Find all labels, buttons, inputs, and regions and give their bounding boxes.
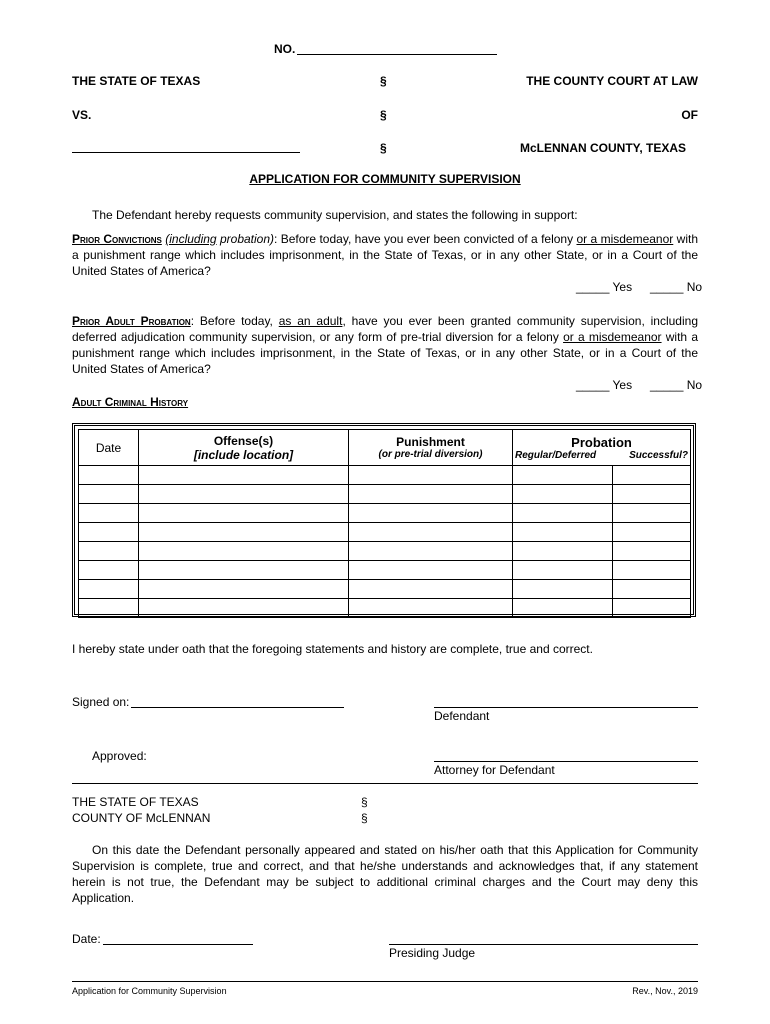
criminal-history-table bbox=[72, 423, 696, 617]
table-cell[interactable] bbox=[79, 504, 139, 523]
table-cell[interactable] bbox=[139, 580, 349, 599]
col-offense: Offense(s) [include location] bbox=[139, 430, 349, 466]
defendant-name-line[interactable] bbox=[72, 152, 300, 153]
col-probation: Probation Regular/Deferred Successful? bbox=[513, 430, 691, 466]
table-row bbox=[79, 599, 691, 618]
table-cell[interactable] bbox=[613, 523, 691, 542]
signed-on-line[interactable] bbox=[131, 707, 344, 708]
table-cell[interactable] bbox=[79, 485, 139, 504]
table-cell[interactable] bbox=[513, 466, 613, 485]
judge-signature-line[interactable] bbox=[389, 944, 698, 945]
table-cell[interactable] bbox=[513, 504, 613, 523]
defendant-label: Defendant bbox=[434, 709, 490, 723]
table-cell[interactable] bbox=[613, 466, 691, 485]
date-line[interactable] bbox=[103, 944, 253, 945]
court-of: OF bbox=[681, 108, 698, 122]
case-number-label: NO. bbox=[274, 42, 296, 56]
section-mark: § bbox=[380, 108, 387, 122]
date-label: Date: bbox=[72, 932, 101, 946]
table-row bbox=[79, 466, 691, 485]
footer-left: Application for Community Supervision bbox=[72, 986, 227, 996]
case-number-line[interactable] bbox=[297, 54, 497, 55]
table-cell[interactable] bbox=[349, 485, 513, 504]
table-cell[interactable] bbox=[349, 504, 513, 523]
table-cell[interactable] bbox=[613, 561, 691, 580]
table-cell[interactable] bbox=[139, 485, 349, 504]
col-punishment: Punishment (or pre-trial diversion) bbox=[349, 430, 513, 466]
table-row bbox=[79, 485, 691, 504]
table-cell[interactable] bbox=[79, 561, 139, 580]
jurat-state: THE STATE OF TEXAS bbox=[72, 795, 199, 809]
county-name: McLENNAN COUNTY, TEXAS bbox=[520, 141, 687, 155]
versus: VS. bbox=[72, 108, 92, 122]
jurat-county: COUNTY OF McLENNAN bbox=[72, 811, 211, 825]
section-mark: § bbox=[380, 74, 387, 88]
oath-statement: I hereby state under oath that the foregoing statements and history are complete, true and correct. bbox=[72, 642, 593, 656]
table-cell[interactable] bbox=[349, 523, 513, 542]
approved-label: Approved: bbox=[92, 749, 147, 763]
jurat-text: On this date the Defendant personally appeared and stated on his/her oath that this Application for Community Supervision is complete, true and correct, and that he/she understands and acknowledges that, if any statement herein is not true, the Defendant may be subject to additional criminal charges and the Court may deny this Application. bbox=[72, 843, 698, 905]
table-cell[interactable] bbox=[79, 466, 139, 485]
table-cell[interactable] bbox=[139, 561, 349, 580]
table-cell[interactable] bbox=[139, 599, 349, 618]
prior-convictions-question: Prior Convictions (including probation): Before today, have you ever been convicted of a felony or a misdemeanor with a punishment range which includes imprisonment, in the State of Texas, or in any other State, or in a Court of the United States of America? bbox=[72, 232, 698, 278]
defendant-signature-line[interactable] bbox=[434, 707, 698, 708]
attorney-label: Attorney for Defendant bbox=[434, 763, 555, 777]
col-date: Date bbox=[79, 430, 139, 466]
footer-rule bbox=[72, 981, 698, 982]
table-cell[interactable] bbox=[513, 523, 613, 542]
table-row bbox=[79, 561, 691, 580]
table-cell[interactable] bbox=[513, 542, 613, 561]
signed-on-label: Signed on: bbox=[72, 695, 130, 709]
section-mark: § bbox=[380, 141, 387, 155]
table-cell[interactable] bbox=[349, 599, 513, 618]
prior-probation-yes[interactable]: _____ Yes bbox=[576, 378, 633, 392]
table-cell[interactable] bbox=[613, 580, 691, 599]
table-cell[interactable] bbox=[79, 542, 139, 561]
table-cell[interactable] bbox=[349, 561, 513, 580]
table-cell[interactable] bbox=[139, 523, 349, 542]
table-cell[interactable] bbox=[349, 580, 513, 599]
table-cell[interactable] bbox=[613, 599, 691, 618]
table-row bbox=[79, 542, 691, 561]
prior-convictions-no[interactable]: _____ No bbox=[650, 280, 703, 294]
table-cell[interactable] bbox=[513, 599, 613, 618]
prior-probation-no[interactable]: _____ No bbox=[650, 378, 703, 392]
prior-probation-question: Prior Adult Probation: Before today, as an adult, have you ever been granted community supervision, including deferred adjudication community supervision, or any form of pre-trial diversion for a felony or a misdemeanor with a punishment range which includes imprisonment, in the State of Texas, or in any other State, or in a Court of the United States of America? bbox=[72, 314, 698, 376]
separator-line bbox=[72, 783, 698, 784]
prior-probation-heading: Prior Adult Probation bbox=[72, 314, 191, 328]
table-cell[interactable] bbox=[349, 466, 513, 485]
table-cell[interactable] bbox=[139, 466, 349, 485]
table-cell[interactable] bbox=[349, 542, 513, 561]
table-cell[interactable] bbox=[79, 523, 139, 542]
table-cell[interactable] bbox=[513, 580, 613, 599]
court-name: THE COUNTY COURT AT LAW bbox=[526, 74, 698, 88]
table-row bbox=[79, 504, 691, 523]
table-row bbox=[79, 580, 691, 599]
judge-label: Presiding Judge bbox=[389, 946, 476, 960]
table-cell[interactable] bbox=[613, 485, 691, 504]
table-cell[interactable] bbox=[139, 542, 349, 561]
table-cell[interactable] bbox=[513, 561, 613, 580]
table-cell[interactable] bbox=[79, 599, 139, 618]
state-of-texas: THE STATE OF TEXAS bbox=[72, 74, 201, 88]
table-cell[interactable] bbox=[79, 580, 139, 599]
section-mark: § bbox=[361, 811, 368, 825]
attorney-signature-line[interactable] bbox=[434, 761, 698, 762]
criminal-history-heading: Adult Criminal History bbox=[72, 395, 189, 409]
prior-convictions-heading: Prior Convictions bbox=[72, 232, 162, 246]
table-cell[interactable] bbox=[613, 504, 691, 523]
prior-convictions-yes[interactable]: _____ Yes bbox=[576, 280, 633, 294]
section-mark: § bbox=[361, 795, 368, 809]
table-cell[interactable] bbox=[139, 504, 349, 523]
table-cell[interactable] bbox=[513, 485, 613, 504]
form-title: APPLICATION FOR COMMUNITY SUPERVISION bbox=[249, 172, 521, 186]
table-row bbox=[79, 523, 691, 542]
intro-text: The Defendant hereby requests community supervision, and states the following in support: bbox=[92, 208, 578, 222]
footer-right: Rev., Nov., 2019 bbox=[632, 986, 698, 996]
table-cell[interactable] bbox=[613, 542, 691, 561]
